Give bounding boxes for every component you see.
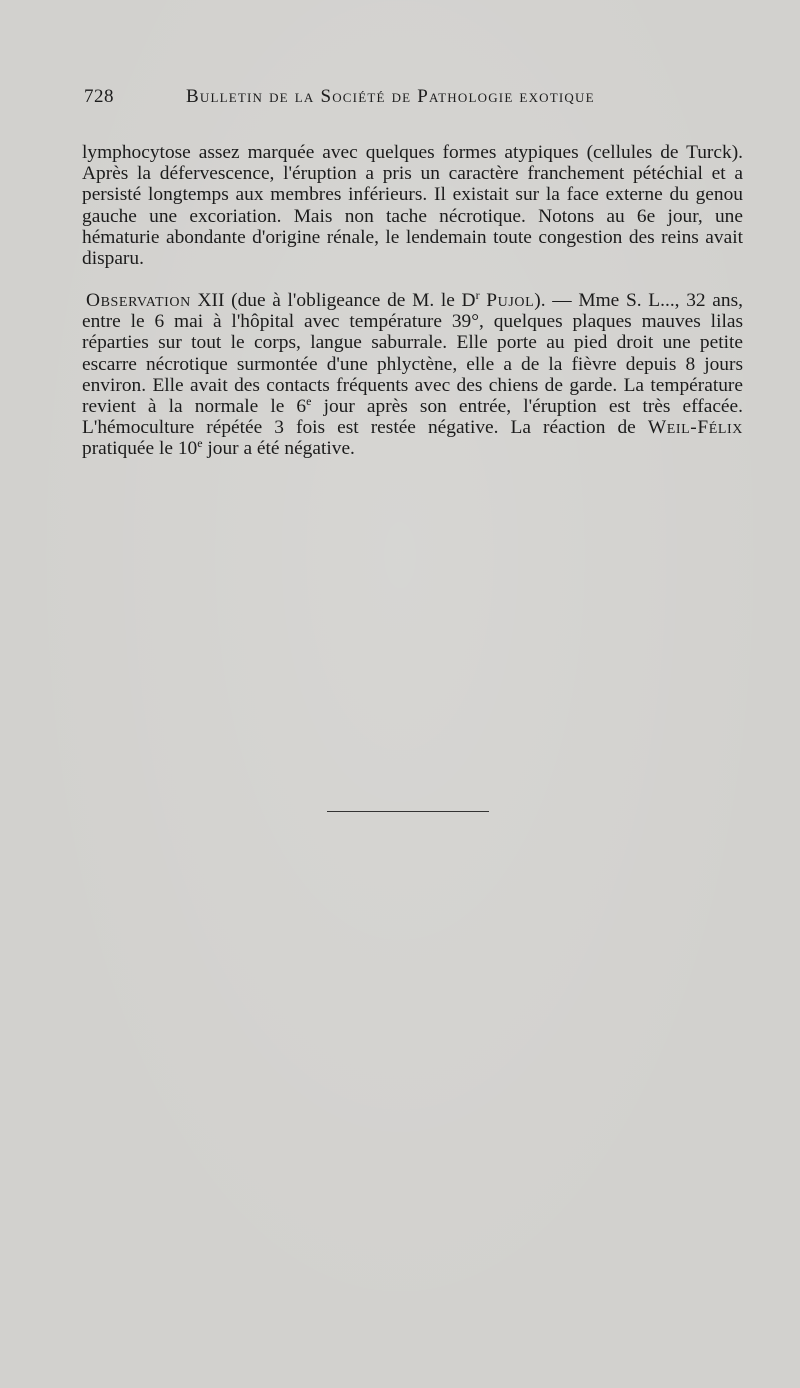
observation-text-4: jour a été négative. — [202, 438, 355, 460]
paragraph-observation-xii — [82, 290, 743, 460]
page-number: 728 — [84, 86, 114, 107]
observation-text-2: jour après son entrée, l'éruption est très effacée. L'hémoculture répétée 3 fois est restée négative. La réaction de — [82, 396, 743, 439]
ordinal-superscript-1: e — [306, 394, 312, 409]
running-title: Bulletin de la Société de Pathologie exotique — [186, 86, 595, 107]
section-end-rule — [327, 811, 489, 812]
author-name: Pujol — [486, 290, 535, 311]
observation-number: XII (due à l'obligeance de M. le D — [197, 290, 476, 311]
observation-text-3: pratiquée le 10 — [82, 438, 198, 460]
observation-text: ). — Mme S. L..., 32 ans, entre le 6 mai à l'hôpital avec température 39°, quelques plaques mauves lilas réparties sur tout le corps, langue saburrale. Elle porte au pied droit une petite escarre nécrotique surmontée d'une phlyctène, elle a de la fièvre depuis 8 jours environ. Elle avait des contacts fréquents avec des chiens de garde. La température revient à la normale le 6 — [82, 290, 743, 418]
observation-label: Observation — [86, 290, 191, 311]
doctor-superscript: r — [475, 288, 480, 302]
reaction-name: Weil-Félix — [647, 417, 743, 439]
ordinal-superscript-2: e — [197, 436, 203, 451]
paragraph-continuation: lymphocytose assez marquée avec quelques formes atypiques (cellules de Turck). Après la défervescence, l'éruption a pris un caractère franchement pétéchial et a persisté longtemps aux membres inférieurs. Il existait sur la face externe du genou gauche une excoriation. Mais non tache nécrotique. Notons au 6e jour, une hématurie abondante d'origine rénale, le lendemain toute congestion des reins avait disparu. — [82, 142, 743, 270]
page-header — [84, 86, 744, 116]
